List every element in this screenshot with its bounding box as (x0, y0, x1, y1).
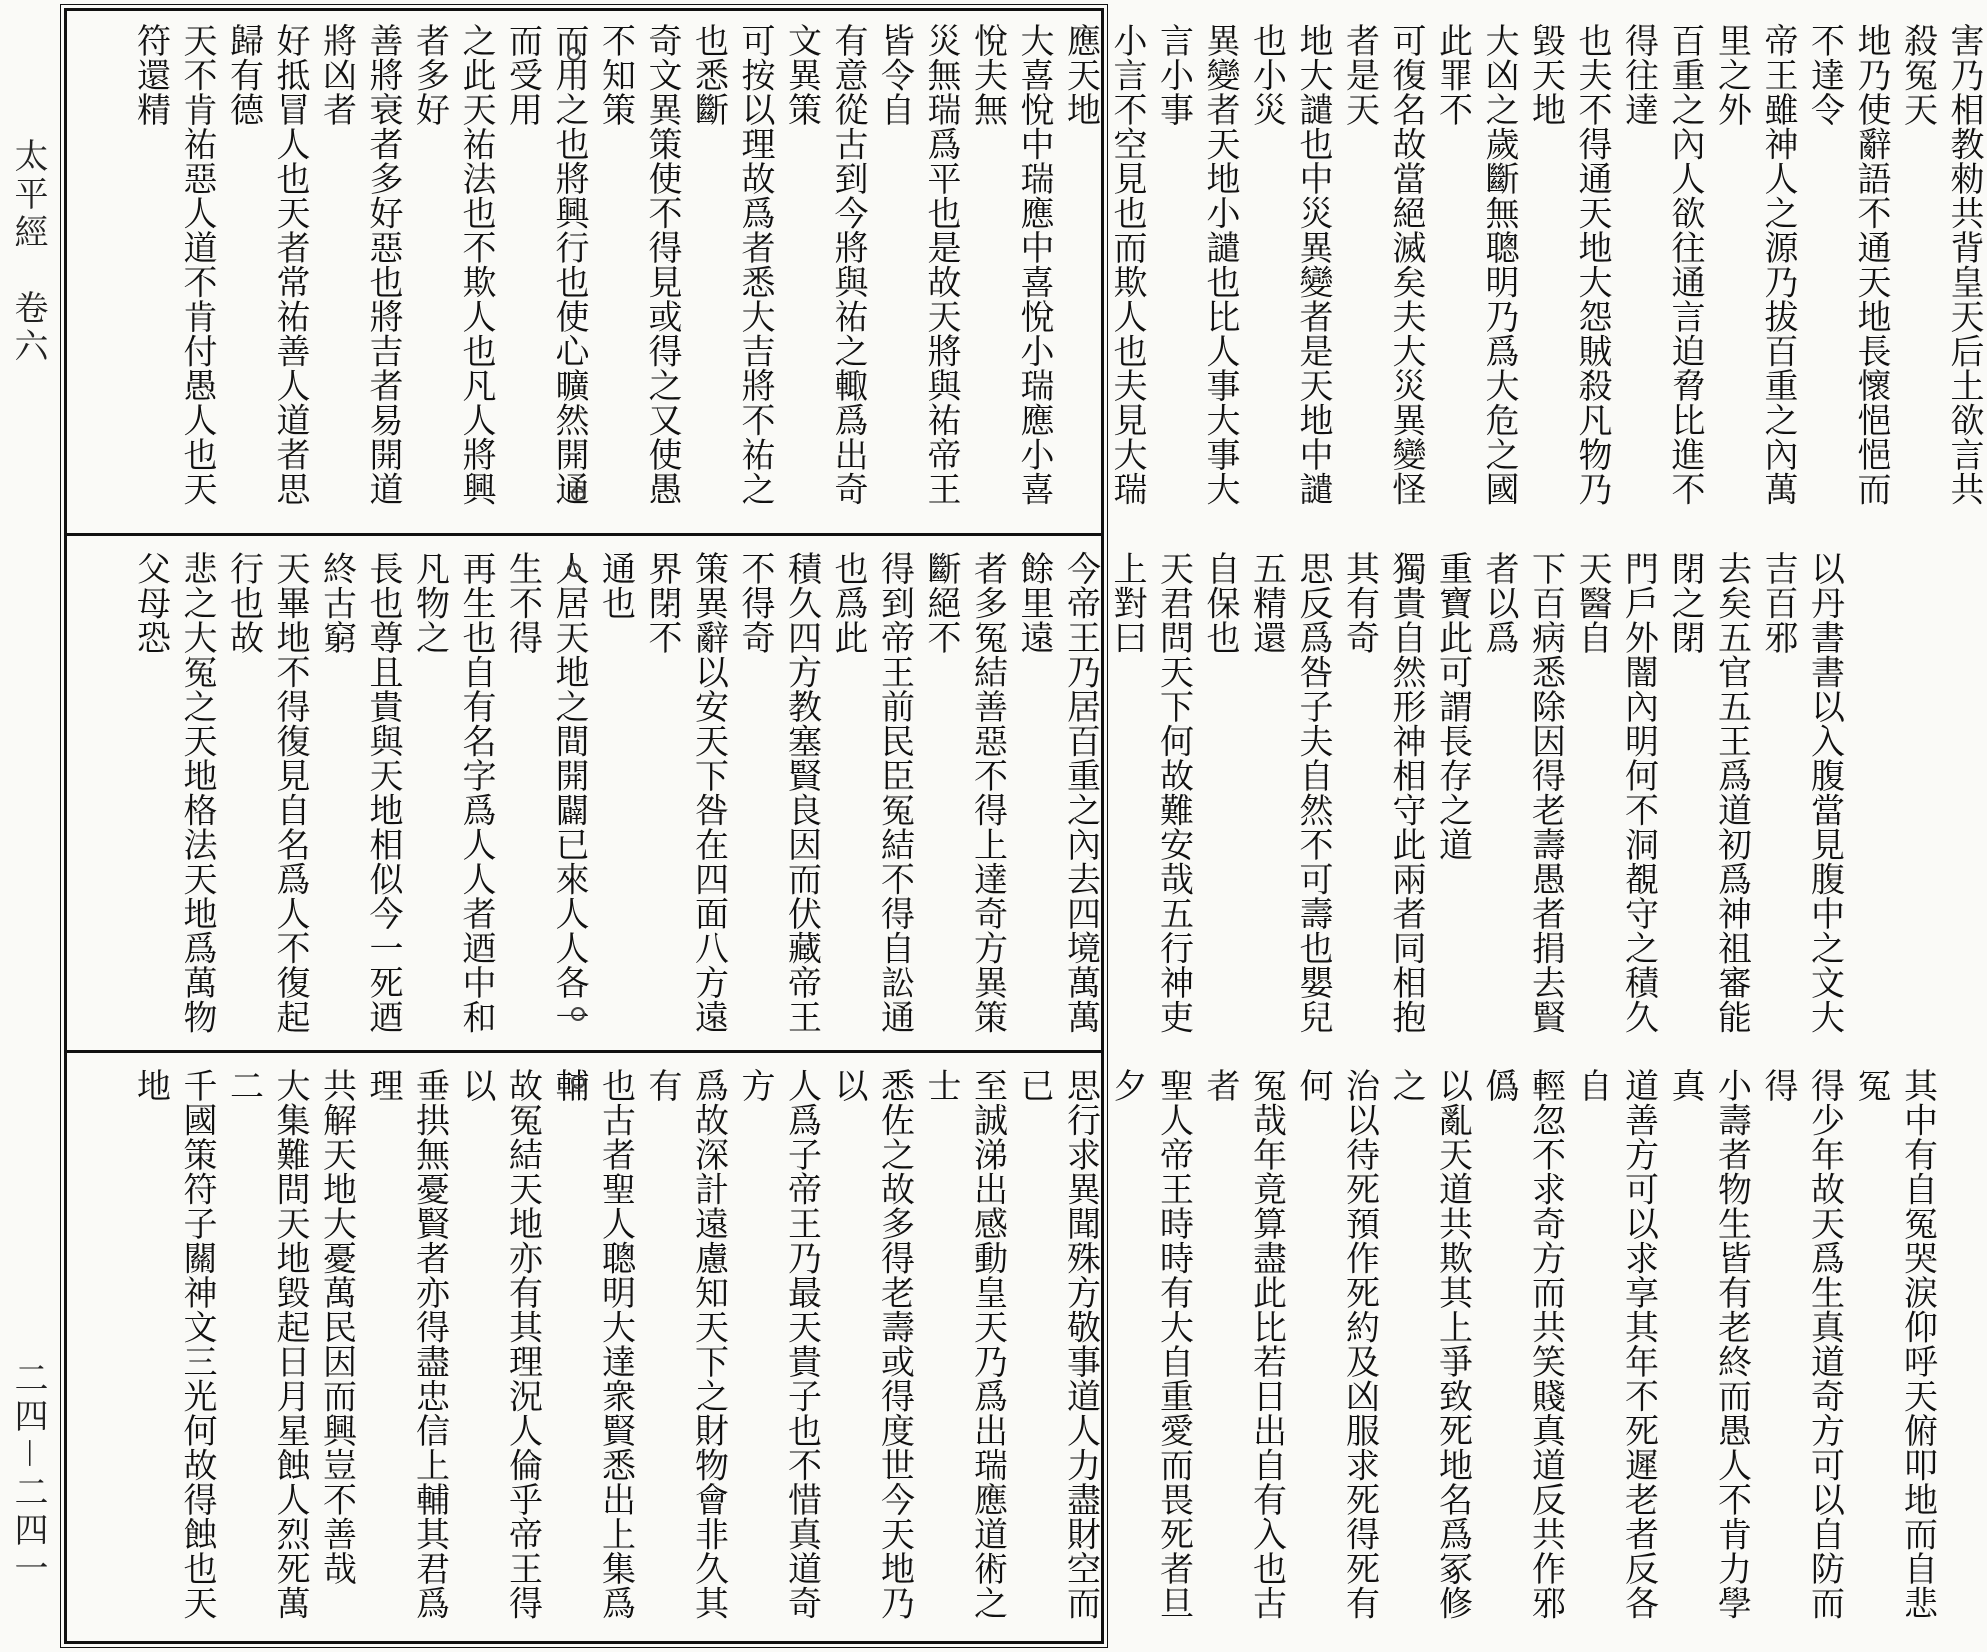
break-mark-circle (571, 1007, 585, 1021)
running-title: 太平經 卷六 (8, 138, 48, 366)
break-mark-circle (571, 487, 585, 501)
break-mark-circle (571, 1075, 585, 1089)
break-mark-circle (567, 563, 581, 577)
page-frame (64, 8, 1984, 1644)
register-middle (67, 539, 1845, 1053)
text-column-block: 其中有自冤哭涙仰呼天俯叩地而自悲冤 得少年故天爲生真道奇方可以自防而得 小壽者物生皆有老終而愚人不肯力學真 道善方可以求享其年不死遲老者反各自 輕忽不求奇方而共笑賤真道反共作邪僞 以亂天道共欺其上爭致死地名爲冢修之 治以待死預作死約及凶服求死得死有何 冤哉年竟算盡此比若日出自有入也古者 聖人帝王時時有大自重愛而畏死者旦夕 思行求異聞殊方敬事道人力盡財空而已 至誠涕出感動皇天乃爲出瑞應道術之士 悉佐之故多得老壽或得度世今天地乃以 人爲子帝王乃最天貴子也不惜真道奇方 爲故深計遠慮知天下之財物會非久其有 也古者聖人聰明大達衆賢悉出上集爲輔 故冤結天地亦有其理況人倫乎帝王得以 垂拱無憂賢者亦得盡忠信上輔其君爲理 共解天地大憂萬民因而興豈不善哉 大集難問天地毀起日月星蝕人烈死萬二 千國策符子關神文三光何故得蝕也天地 (130, 1068, 1938, 1620)
text-column-block: 害乃相教勑共背皇天后土欲言共殺冤天 地乃使辭語不通天地長懷悒悒而不達令 帝王雖神人之源乃拔百重之內萬里之外 百重之內人欲往通言迫脅比進不得往達 也夫不得通天地大怨賊殺凡物乃毀天地 大凶之歲斷無聰明乃爲大危之國此罪不 可復名故當絕滅矣夫大災異變怪者是天 地大譴也中災異變者是天地中譴也小災 異變者天地小譴也比人事大事大言小事 小言不空見也而欺人也夫見大瑞應天地 大喜悅中瑞應中喜悅小瑞應小喜悅夫無 災無瑞爲平也是故天將與祐帝王皆令自 有意從古到今將與祐之輙爲出奇文異策 可按以理故爲者悉大吉將不祐之也悉斷 奇文異策使不得見或得之又使愚不知策 而用之也將興行也使心曠然開通而受用 之此天祐法也不欺人也凡人將興者多好 善將衰者多好惡也將吉者易開道將凶者 好抵冒人也天者常祐善人道者思歸有德 天不肯祐惡人道不肯付愚人也天符還精 (130, 23, 1984, 506)
register-bottom (67, 1056, 1938, 1641)
page-number: 二四－二四一 (8, 1360, 48, 1588)
register-top (67, 11, 1984, 536)
text-column-block: 以丹書書以入腹當見腹中之文大吉百邪 去矣五官五王爲道初爲神祖審能閉之閉 門戶外闇內明何不洞覩守之積久天醫自 下百病悉除因得老壽愚者捐去賢者以爲 重寶此可謂長存之道 獨貴自然形神相守此兩者同相抱其有奇 思反爲咎子夫自然不可壽也嬰兒五精還 自保也 天君問天下何故難安哉五行神吏上對曰 今帝王乃居百重之內去四境萬萬餘里遠 者多冤結善惡不得上達奇方異策斷絕不 得到帝王前民臣冤結不得自訟通也爲此 積久四方教塞賢良因而伏藏帝王不得奇 策異辭以安天下咎在四面八方遠界閉不 通也 人居天地之間開闢已來人人各一生不得 再生也自有名字爲人人者迺中和凡物之 長也尊且貴與天地相似今一死迺終古窮 天畢地不得復見自名爲人不復起行也故 悲之大冤之天地格法天地爲萬物父母恐 (130, 551, 1845, 1034)
break-mark-circle (567, 47, 581, 61)
